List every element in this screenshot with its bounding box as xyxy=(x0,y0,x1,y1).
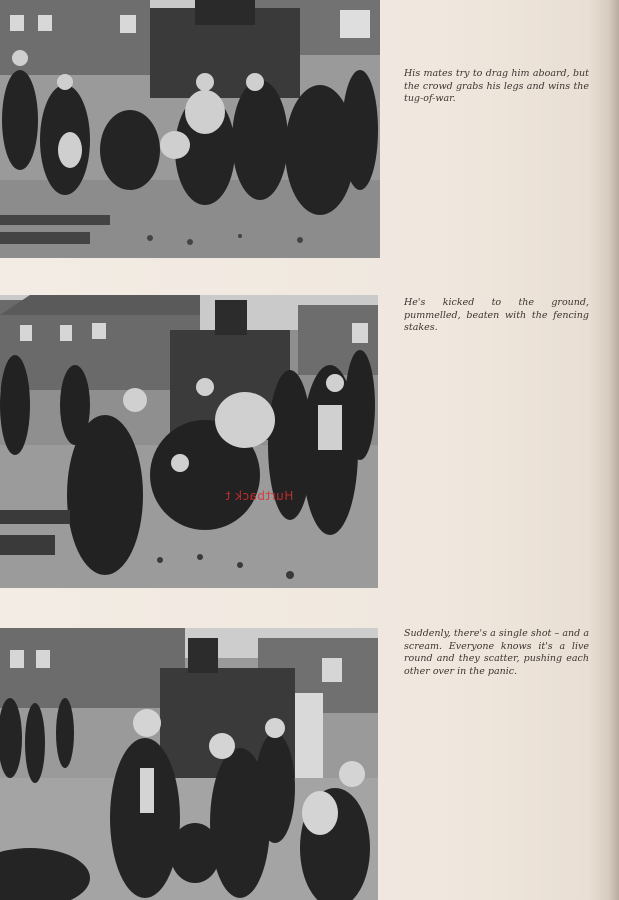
photo-crowd-scatters xyxy=(0,628,378,900)
photo-man-beaten xyxy=(0,295,378,588)
page-gutter-shadow xyxy=(608,0,619,900)
caption-kicked-to-ground: He's kicked to the ground, pummelled, beaten with the fencing stakes. xyxy=(404,297,589,333)
photo-crowd-at-armoured-vehicle xyxy=(0,0,380,258)
watermark-text: Hurtback t xyxy=(225,489,294,503)
caption-tug-of-war: His mates try to drag him aboard, but the crowd grabs his legs and wins the tug-of-war. xyxy=(404,68,589,104)
caption-single-shot: Suddenly, there's a single shot – and a scream. Everyone knows it's a live round and they scatter, pushing each other over in the panic. xyxy=(404,628,589,677)
